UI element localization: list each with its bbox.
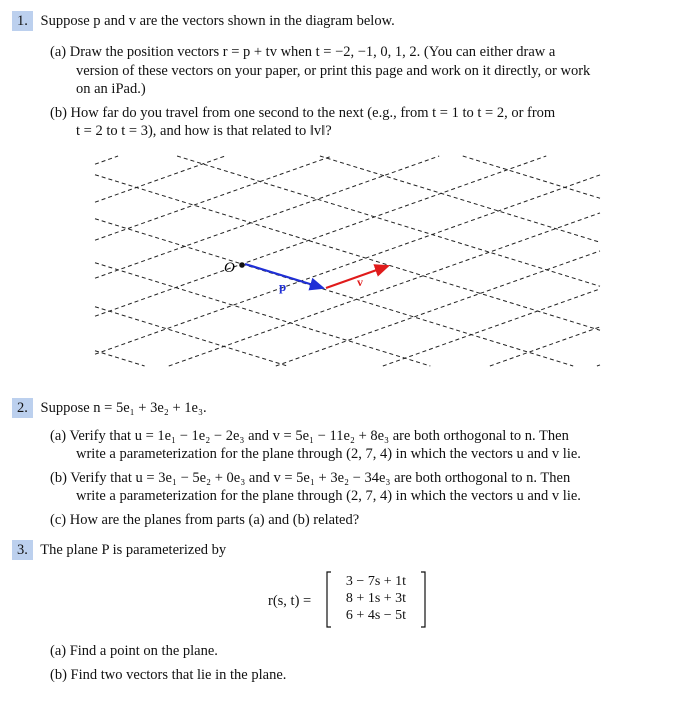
problem-2b-line2: write a parameterization for the plane through (2, 7, 4) in which the vectors u and v lie.	[76, 488, 581, 504]
origin-point	[239, 262, 245, 268]
problem-3b-line1: Find two vectors that lie in the plane.	[70, 667, 287, 683]
problem-3b-label: (b)	[50, 667, 67, 683]
lattice-line	[95, 156, 225, 202]
problem-3a-label: (a)	[50, 643, 67, 659]
matrix-body	[333, 573, 419, 624]
problem-1-stem	[12, 11, 395, 31]
problem-2c-line1: How are the planes from parts (a) and (b) related?	[69, 512, 360, 528]
vector-diagram	[0, 148, 673, 378]
lattice-line	[95, 219, 573, 366]
lattice-line	[95, 156, 546, 316]
problem-3a-line1: Find a point on the plane.	[69, 643, 218, 659]
problem-2a-line2: write a parameterization for the plane through (2, 7, 4) in which the vectors u and v lie.	[76, 446, 581, 462]
matrix-row-2: 8 + 1s + 3t	[345, 591, 407, 606]
lattice-line	[95, 175, 600, 354]
lattice-line	[597, 365, 600, 366]
problem-1a	[50, 43, 555, 61]
problem-3-text: The plane P is parameterized by	[40, 542, 227, 558]
problem-2-text: Suppose n = 5e₁ + 3e₂ + 1e₃.	[40, 400, 207, 416]
problem-3-stem	[12, 540, 226, 560]
lattice-line	[95, 263, 430, 366]
matrix-row-3: 6 + 4s − 5t	[345, 608, 407, 623]
problem-1b	[50, 104, 555, 122]
lattice-line	[169, 213, 600, 366]
lattice-line	[95, 156, 332, 240]
problem-2a-line1: Verify that u = 1e₁ − 1e₂ − 2e₃ and v = 5e₁ − 11e₂ + 8e₃ are both orthogonal to n. Then	[69, 428, 569, 444]
problem-1b-line2: t = 2 to t = 3), and how is that related to ‖v‖?	[76, 123, 332, 139]
lattice-line	[95, 175, 600, 331]
lattice-line	[320, 156, 600, 242]
lattice-line	[95, 156, 439, 278]
problem-2c-label: (c)	[50, 512, 67, 528]
p-label: p	[279, 279, 287, 294]
v-label: v	[357, 275, 363, 289]
problem-2b-label: (b)	[50, 470, 67, 486]
lattice-line	[95, 307, 287, 366]
problem-1b-label: (b)	[50, 105, 67, 121]
problem-1a-line1: Draw the position vectors r = p + tv when t = −2, −1, 0, 1, 2. (You can either draw a	[69, 44, 556, 60]
problem-2a	[50, 427, 569, 445]
origin-label: O	[224, 260, 235, 276]
problem-2c	[50, 511, 359, 529]
lattice-line	[463, 156, 600, 198]
problem-1a-line2: version of these vectors on your paper, or print this page and work on it directly, or work	[76, 63, 591, 79]
problem-3-number: 3.	[12, 540, 33, 560]
problem-2b-line1: Verify that u = 3e₁ − 5e₂ + 0e₃ and v = 5e₁ + 3e₂ − 34e₃ are both orthogonal to n. Then	[70, 470, 571, 486]
matrix-row-1: 3 − 7s + 1t	[345, 574, 407, 589]
matrix-lhs: r(s, t) =	[268, 593, 312, 609]
lattice-line	[276, 251, 600, 366]
problem-2a-label: (a)	[50, 428, 67, 444]
lattice-line	[95, 351, 145, 366]
lattice-line	[383, 289, 600, 366]
problem-2-stem	[12, 398, 207, 418]
lattice-line	[490, 327, 600, 366]
problem-3a	[50, 642, 218, 660]
problem-1-number: 1.	[12, 11, 33, 31]
problem-2b	[50, 469, 570, 487]
lattice-line	[95, 156, 118, 164]
problem-1b-line1: How far do you travel from one second to the next (e.g., from t = 1 to t = 2, or from	[70, 105, 556, 121]
problem-1-text: Suppose p and v are the vectors shown in the diagram below.	[40, 13, 395, 29]
problem-1a-label: (a)	[50, 44, 67, 60]
problem-3b	[50, 666, 286, 684]
problem-2-number: 2.	[12, 398, 33, 418]
dashed-lattice	[95, 156, 600, 366]
problem-1a-line3: on an iPad.)	[76, 81, 146, 97]
